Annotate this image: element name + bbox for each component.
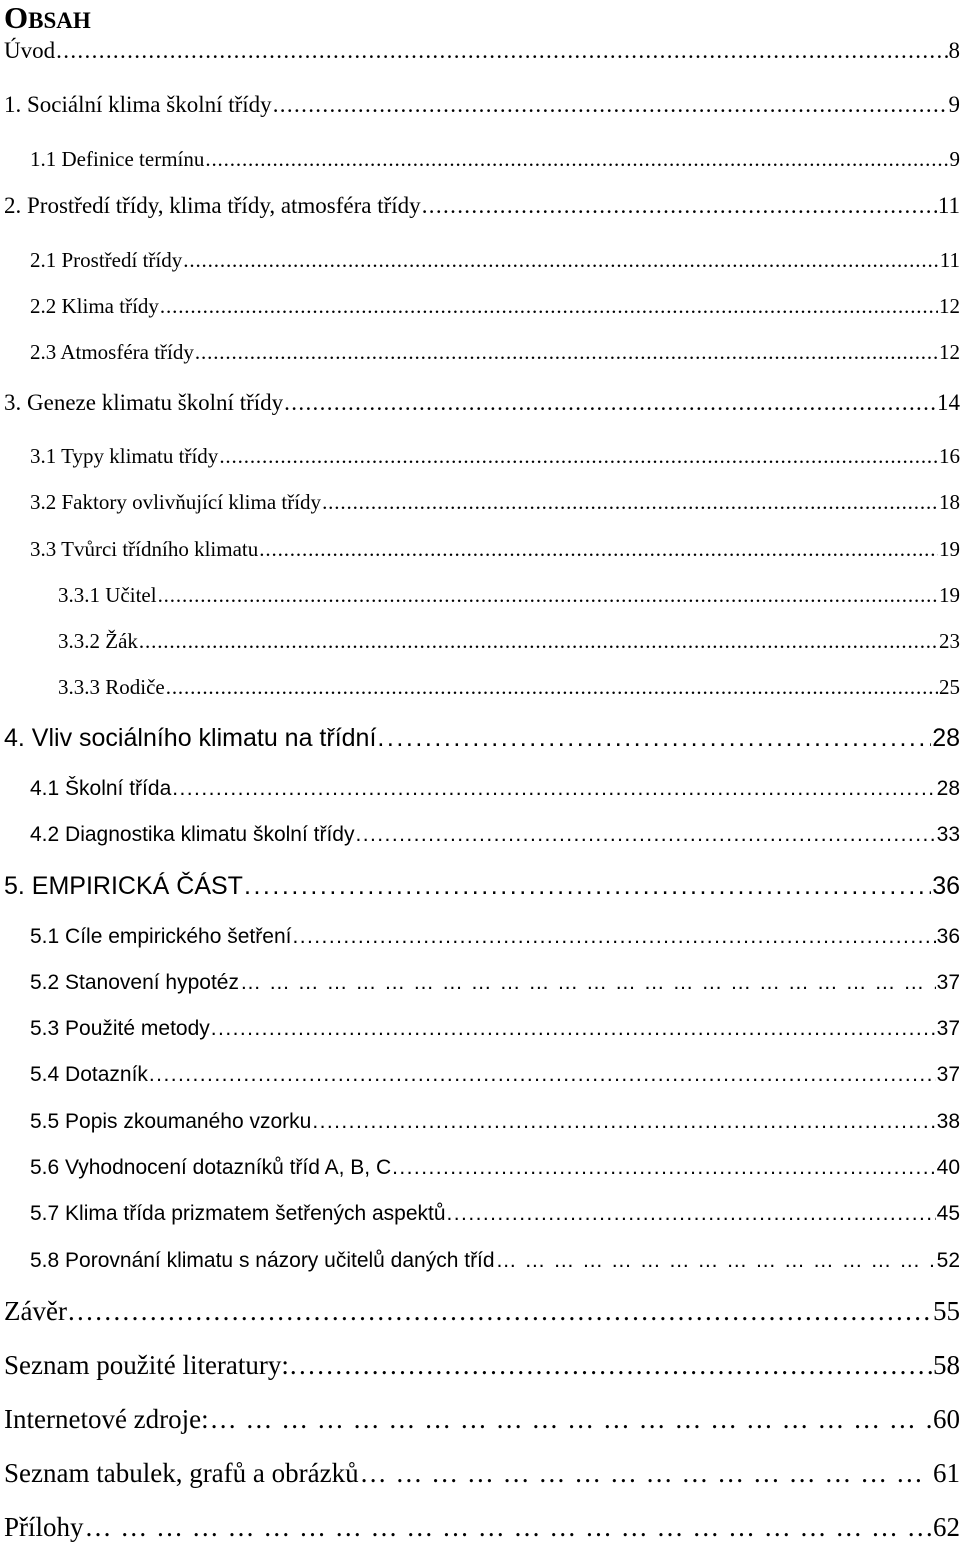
toc-entry-page-number: 61: [933, 1458, 960, 1488]
toc-entry-label: 4. Vliv sociálního klimatu na třídní: [4, 724, 377, 752]
toc-entry-label: Seznam tabulek, grafů a obrázků: [4, 1458, 359, 1488]
toc-leader-dots: [210, 1404, 932, 1435]
toc-leader-dots: [56, 38, 947, 64]
toc-leader-dots: [240, 971, 936, 995]
toc-entry[interactable]: [4, 872, 960, 901]
toc-entry-label: 5.3 Použité metody: [30, 1017, 210, 1040]
toc-entry-label: 3. Geneze klimatu školní třídy: [4, 390, 284, 415]
toc-entry-page-number: 12: [939, 294, 960, 318]
toc-entry-label: 5. EMPIRICKÁ ČÁST: [4, 872, 243, 900]
toc-entry[interactable]: [58, 675, 960, 700]
toc-entry[interactable]: [30, 490, 960, 515]
toc-entry-page-number: 37: [936, 971, 960, 994]
toc-leader-dots: [160, 294, 938, 319]
toc-leader-dots: [85, 1512, 932, 1543]
toc-entry-page-number: 40: [936, 1156, 960, 1179]
toc-leader-dots: [149, 1063, 936, 1087]
toc-entry-label: Přílohy: [4, 1512, 84, 1542]
toc-entry-page-number: 23: [939, 629, 960, 653]
toc-entry-label: 4.2 Diagnostika klimatu školní třídy: [30, 823, 355, 846]
toc-entry-page-number: 60: [933, 1404, 960, 1434]
toc-entry-label: 2.2 Klima třídy: [30, 294, 159, 318]
toc-entry-page-number: 33: [936, 823, 960, 846]
toc-leader-dots: [244, 872, 931, 901]
toc-leader-dots: [139, 629, 938, 654]
toc-leader-dots: [355, 823, 935, 847]
toc-entry-label: 3.1 Typy klimatu třídy: [30, 444, 219, 468]
toc-entry-page-number: 9: [949, 147, 960, 171]
toc-entry[interactable]: [4, 390, 960, 416]
toc-entry[interactable]: [30, 1249, 960, 1273]
toc-leader-dots: [68, 1296, 932, 1327]
toc-leader-dots: [259, 537, 938, 562]
toc-entry-label: 1.1 Definice termínu: [30, 147, 205, 171]
toc-title: OBSAH: [4, 0, 91, 35]
toc-entry[interactable]: [30, 971, 960, 995]
toc-leader-dots: [392, 1156, 936, 1180]
toc-entry-label: 5.8 Porovnání klimatu s názory učitelů daných tříd: [30, 1249, 495, 1272]
toc-entry-page-number: 37: [936, 1017, 960, 1040]
toc-entry-page-number: 19: [939, 583, 960, 607]
toc-entry[interactable]: [30, 147, 960, 172]
toc-entry-page-number: 18: [939, 490, 960, 514]
toc-entry-page-number: 11: [937, 193, 960, 218]
toc-entry-label: 2.3 Atmosféra třídy: [30, 340, 194, 364]
toc-entry[interactable]: [4, 38, 960, 64]
toc-entry[interactable]: [30, 1017, 960, 1041]
toc-leader-dots: [183, 248, 939, 273]
toc-leader-dots: [377, 724, 931, 753]
toc-entry-label: Úvod: [4, 38, 56, 63]
toc-entry[interactable]: [4, 1296, 960, 1327]
toc-entry-label: Závěr: [4, 1296, 67, 1326]
toc-entry-label: 5.6 Vyhodnocení dotazníků tříd A, B, C: [30, 1156, 392, 1179]
toc-entry-label: 5.7 Klima třída prizmatem šetřených aspektů: [30, 1202, 446, 1225]
toc-entry-label: 3.3.3 Rodiče: [58, 675, 165, 699]
toc-entry-page-number: 19: [939, 537, 960, 561]
toc-entry[interactable]: [30, 777, 960, 801]
toc-entry[interactable]: [30, 1110, 960, 1134]
toc-leader-dots: [273, 92, 948, 118]
toc-entry[interactable]: [4, 1458, 960, 1489]
toc-entry[interactable]: [30, 925, 960, 949]
toc-leader-dots: [496, 1249, 936, 1273]
toc-entry-page-number: 28: [932, 724, 960, 752]
toc-entry-page-number: 25: [939, 675, 960, 699]
toc-entry-label: 1. Sociální klima školní třídy: [4, 92, 272, 117]
toc-entry-label: 2.1 Prostředí třídy: [30, 248, 183, 272]
toc-entry-page-number: 58: [933, 1350, 960, 1380]
toc-entry[interactable]: [30, 444, 960, 469]
toc-leader-dots: [195, 340, 938, 365]
toc-leader-dots: [292, 925, 935, 949]
toc-entry[interactable]: [30, 823, 960, 847]
toc-entry-label: Seznam použité literatury:: [4, 1350, 289, 1380]
toc-entry-page-number: 16: [939, 444, 960, 468]
toc-leader-dots: [290, 1350, 932, 1381]
toc-leader-dots: [322, 490, 938, 515]
toc-entry-page-number: 12: [939, 340, 960, 364]
toc-entry-page-number: 8: [948, 38, 960, 63]
toc-entry-page-number: 62: [933, 1512, 960, 1542]
toc-leader-dots: [166, 675, 938, 700]
toc-leader-dots: [158, 583, 938, 608]
toc-entry[interactable]: [58, 629, 960, 654]
toc-entry-label: 3.3.2 Žák: [58, 629, 138, 653]
toc-entry-page-number: 38: [936, 1110, 960, 1133]
toc-entry-label: 3.3.1 Učitel: [58, 583, 157, 607]
toc-entry-label: 5.4 Dotazník: [30, 1063, 148, 1086]
toc-entry[interactable]: [30, 1202, 960, 1226]
toc-leader-dots: [219, 444, 938, 469]
toc-leader-dots: [205, 147, 948, 172]
toc-leader-dots: [284, 390, 936, 416]
toc-entry-page-number: 55: [933, 1296, 960, 1326]
toc-entry-page-number: 28: [936, 777, 960, 800]
toc-entry-page-number: 9: [948, 92, 960, 117]
toc-entry-page-number: 45: [936, 1202, 960, 1225]
toc-entry-page-number: 11: [939, 248, 960, 272]
toc-entry-label: 3.2 Faktory ovlivňující klima třídy: [30, 490, 322, 514]
toc-entry[interactable]: [4, 1512, 960, 1543]
toc-entry-page-number: 37: [936, 1063, 960, 1086]
toc-entry-label: 3.3 Tvůrci třídního klimatu: [30, 537, 259, 561]
toc-leader-dots: [360, 1458, 932, 1489]
toc-leader-dots: [211, 1017, 936, 1041]
toc-entry[interactable]: [30, 537, 960, 562]
toc-entry-page-number: 36: [932, 872, 960, 900]
toc-leader-dots: [312, 1110, 935, 1134]
toc-entry[interactable]: [4, 724, 960, 753]
toc-entry[interactable]: [4, 92, 960, 118]
toc-entry[interactable]: [4, 1404, 960, 1435]
toc-entry-label: 5.1 Cíle empirického šetření: [30, 925, 292, 948]
toc-entry-page-number: 14: [937, 390, 960, 415]
toc-entry[interactable]: [30, 1063, 960, 1087]
toc-entry-page-number: 36: [936, 925, 960, 948]
toc-entry-label: 5.2 Stanovení hypotéz: [30, 971, 239, 994]
toc-entry-page-number: 52: [936, 1249, 960, 1272]
toc-entry[interactable]: [4, 1350, 960, 1381]
toc-leader-dots: [422, 193, 937, 219]
toc-entry-label: Internetové zdroje:: [4, 1404, 209, 1434]
toc-entry[interactable]: [30, 340, 960, 365]
toc-leader-dots: [172, 777, 935, 801]
toc-entry[interactable]: [58, 583, 960, 608]
toc-entry[interactable]: [30, 248, 960, 273]
toc-leader-dots: [447, 1202, 936, 1226]
toc-entry[interactable]: [30, 294, 960, 319]
toc-entry-label: 4.1 Školní třída: [30, 777, 172, 800]
toc-entry[interactable]: [30, 1156, 960, 1180]
toc-entry-label: 5.5 Popis zkoumaného vzorku: [30, 1110, 312, 1133]
toc-entry[interactable]: [4, 193, 960, 219]
toc-entry-label: 2. Prostředí třídy, klima třídy, atmosféra třídy: [4, 193, 421, 218]
